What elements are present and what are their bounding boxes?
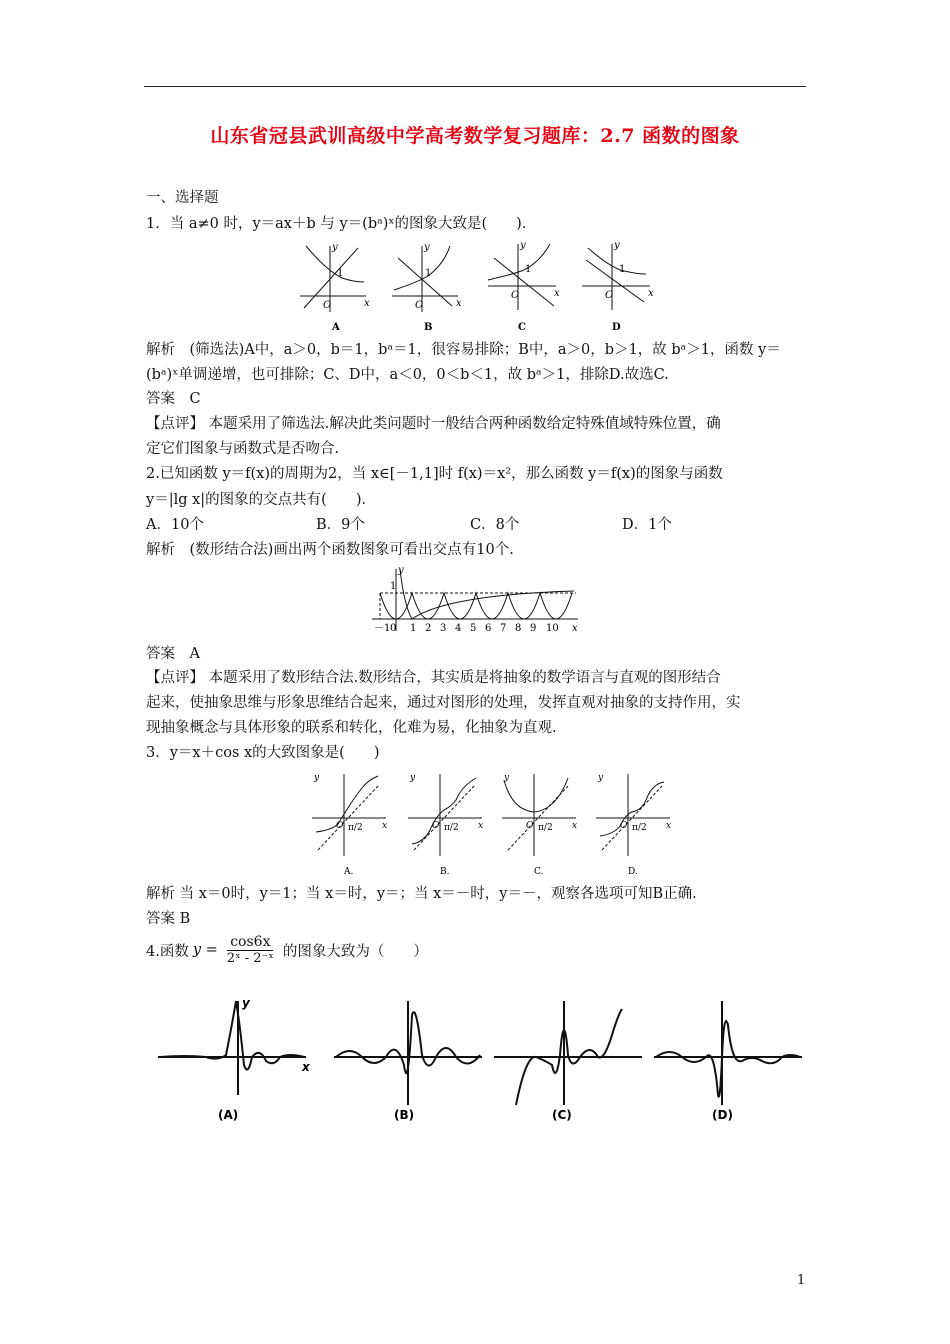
svg-text:O: O [323,300,332,311]
q2-comment-line3: 现抽象概念与具体形象的联系和转化，化难为易，化抽象为直观. [146,720,557,736]
q3-graph-c [502,773,577,856]
svg-text:O: O [432,821,440,831]
svg-text:π/2: π/2 [538,823,553,833]
svg-text:x: x [478,821,484,831]
q3-graph-b [408,773,483,856]
svg-text:1: 1 [410,623,417,634]
svg-text:π/2: π/2 [348,823,363,833]
svg-text:2: 2 [425,623,432,634]
svg-text:D.: D. [628,867,638,877]
svg-text:y: y [332,242,338,253]
q3-analysis: 解析 当 x＝0时，y＝1；当 x＝时，y＝；当 x＝－时，y＝－，观察各选项可知B正确. [146,886,697,902]
svg-text:9: 9 [530,623,537,634]
q4-graph-b [334,1001,482,1105]
q4-figure [156,995,816,1125]
svg-text:O: O [605,290,614,301]
svg-text:y: y [424,242,430,253]
svg-text:6: 6 [485,623,492,634]
svg-text:(A): (A) [218,1108,239,1122]
svg-text:－1: －1 [374,623,391,634]
q1-figure [296,240,666,335]
svg-text:C: C [518,322,526,333]
svg-text:(C): (C) [552,1108,572,1122]
svg-text:x: x [382,821,388,831]
svg-text:y: y [504,773,510,783]
svg-text:7: 7 [500,623,507,634]
svg-text:(D): (D) [712,1108,733,1122]
svg-text:π/2: π/2 [444,823,459,833]
svg-text:x: x [648,288,654,299]
svg-text:B.: B. [440,867,450,877]
q4-y-equals: y = [192,942,218,958]
q3-graph-a [312,773,387,856]
svg-text:x: x [456,298,462,309]
q2-option-b: B．9个 [316,517,365,533]
q3-stem: 3．y＝x＋cos x的大致图象是( ) [146,745,380,761]
q1-analysis-line2: (bᵃ)ˣ单调递增，也可排除；C、D中，a＜0，0＜b＜1，故 bᵃ＞1，排除D.故选C. [146,367,669,383]
svg-text:1: 1 [525,264,532,275]
q4-numerator: cos6x [227,934,273,951]
svg-text:O: O [415,300,424,311]
svg-text:x: x [554,288,560,299]
q3-answer: 答案 B [146,911,191,927]
svg-text:1: 1 [619,264,626,275]
q2-comment-line2: 起来，使抽象思维与形象思维结合起来，通过对图形的处理，发挥直观对抽象的支持作用，实 [146,695,741,711]
q1-graph-d [582,240,654,310]
q1-analysis-line1: 解析 (筛选法)A中，a＞0，b＝1，bᵃ＝1，很容易排除；B中，a＞0，b＞1，故 bᵃ＞1，函数 y＝ [146,342,781,358]
svg-text:0: 0 [390,623,397,634]
svg-text:x: x [666,821,672,831]
q4-graph-a [158,1001,306,1095]
svg-text:x: x [302,1060,310,1074]
svg-text:x: x [572,623,578,634]
svg-text:1: 1 [390,581,397,592]
q1-graph-b [392,242,462,312]
svg-text:D: D [612,322,621,333]
svg-text:(B): (B) [394,1108,415,1122]
svg-text:O: O [620,821,628,831]
q2-analysis: 解析 (数形结合法)画出两个函数图象可看出交点有10个. [146,542,514,558]
q2-stem-line1: 2.已知函数 y＝f(x)的周期为2，当 x∈[－1,1]时 f(x)＝x²，那么函数 y＝f(x)的图象与函数 [146,466,723,482]
svg-text:B: B [424,322,433,333]
q4-fraction [224,934,277,966]
svg-text:y: y [598,773,604,783]
svg-text:C.: C. [534,867,544,877]
svg-text:1: 1 [337,268,344,279]
svg-text:8: 8 [515,623,522,634]
q2-option-a: A．10个 [146,517,204,533]
svg-text:10: 10 [546,623,559,634]
svg-text:5: 5 [470,623,477,634]
q4-stem [146,934,428,966]
svg-text:A.: A. [344,867,354,877]
section-heading: 一、选择题 [146,190,219,206]
svg-text:y: y [520,240,526,251]
svg-text:y: y [242,996,250,1010]
svg-text:3: 3 [440,623,447,634]
q1-stem: 1．当 a≠0 时，y＝ax＋b 与 y＝(bᵃ)ˣ的图象大致是( )． [146,216,537,232]
q4-graph-d [654,1001,802,1105]
q2-option-c: C．8个 [470,517,520,533]
q1-answer: 答案 C [146,391,201,407]
svg-text:y: y [314,773,320,783]
q2-stem-line2: y＝|lg x|的图象的交点共有( )． [146,492,376,508]
q1-comment-line1: 【点评】 本题采用了筛选法.解决此类问题时一般结合两种函数给定特殊值域特殊位置，确 [146,416,721,432]
q2-answer: 答案 A [146,646,200,662]
svg-text:x: x [572,821,578,831]
q2-comment-line1: 【点评】 本题采用了数形结合法.数形结合，其实质是将抽象的数学语言与直观的图形结合 [146,670,721,686]
header-rule [144,86,806,87]
svg-text:1: 1 [425,268,432,279]
q1-graph-a [300,242,370,312]
q2-option-d: D．1个 [622,517,672,533]
q4-denominator: 2ˣ - 2⁻ˣ [226,951,274,966]
svg-text:y: y [614,240,620,251]
page-number: 1 [797,1273,806,1288]
svg-text:π/2: π/2 [632,823,647,833]
q1-comment-line2: 定它们图象与函数式是否吻合. [146,441,340,457]
q4-graph-c [494,1001,642,1105]
q4-stem-prefix: 4.函数 [146,943,189,960]
svg-text:y: y [398,565,404,576]
page-title: 山东省冠县武训高级中学高考数学复习题库：2.7 函数的图象 [210,125,740,147]
svg-text:O: O [336,821,344,831]
svg-text:x: x [364,298,370,309]
svg-text:O: O [511,290,520,301]
q3-figure [308,770,688,878]
q1-graph-c [488,240,560,310]
svg-text:4: 4 [455,623,462,634]
q3-graph-d [596,773,671,856]
svg-text:A: A [332,322,340,333]
q2-figure [366,565,586,637]
q4-stem-suffix: 的图象大致为（ ） [282,943,428,960]
svg-text:O: O [526,821,534,831]
svg-text:y: y [410,773,416,783]
